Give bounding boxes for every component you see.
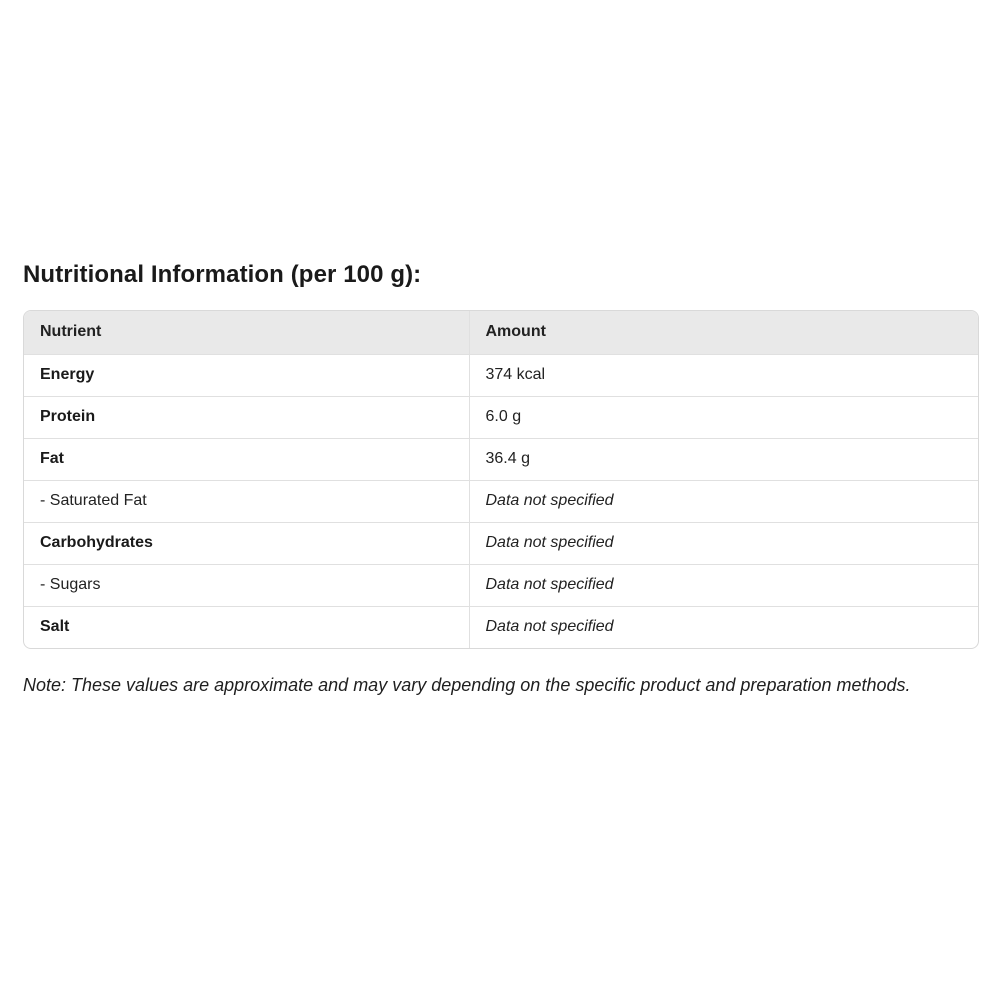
amount-cell: 36.4 g xyxy=(469,438,978,480)
amount-cell: 6.0 g xyxy=(469,396,978,438)
column-header-nutrient: Nutrient xyxy=(24,311,469,354)
disclaimer-note: Note: These values are approximate and may vary depending on the specific product and preparation methods. xyxy=(23,675,911,695)
amount-cell: Data not specified xyxy=(469,564,978,606)
column-header-amount: Amount xyxy=(469,311,978,354)
nutrient-cell: - Saturated Fat xyxy=(24,480,469,522)
amount-cell: Data not specified xyxy=(469,522,978,564)
nutrient-cell: Carbohydrates xyxy=(24,522,469,564)
table-row xyxy=(24,480,978,522)
nutrient-cell: Protein xyxy=(24,396,469,438)
table-row xyxy=(24,522,978,564)
table-header-row xyxy=(24,311,978,354)
nutrition-table xyxy=(24,311,978,648)
table-row xyxy=(24,396,978,438)
nutrition-section xyxy=(23,258,979,703)
nutrition-table-container xyxy=(23,310,979,649)
nutrient-cell: Energy xyxy=(24,354,469,396)
amount-cell: Data not specified xyxy=(469,480,978,522)
amount-cell: Data not specified xyxy=(485,618,614,636)
table-row xyxy=(24,354,978,396)
nutrient-cell: - Sugars xyxy=(24,564,469,606)
amount-cell: 374 kcal xyxy=(469,354,978,396)
nutrient-cell: Fat xyxy=(24,438,469,480)
table-row xyxy=(24,564,978,606)
table-row xyxy=(24,438,978,480)
table-row xyxy=(24,606,978,648)
nutrient-cell: Salt xyxy=(24,606,469,648)
section-heading: Nutritional Information (per 100 g): xyxy=(23,261,422,288)
